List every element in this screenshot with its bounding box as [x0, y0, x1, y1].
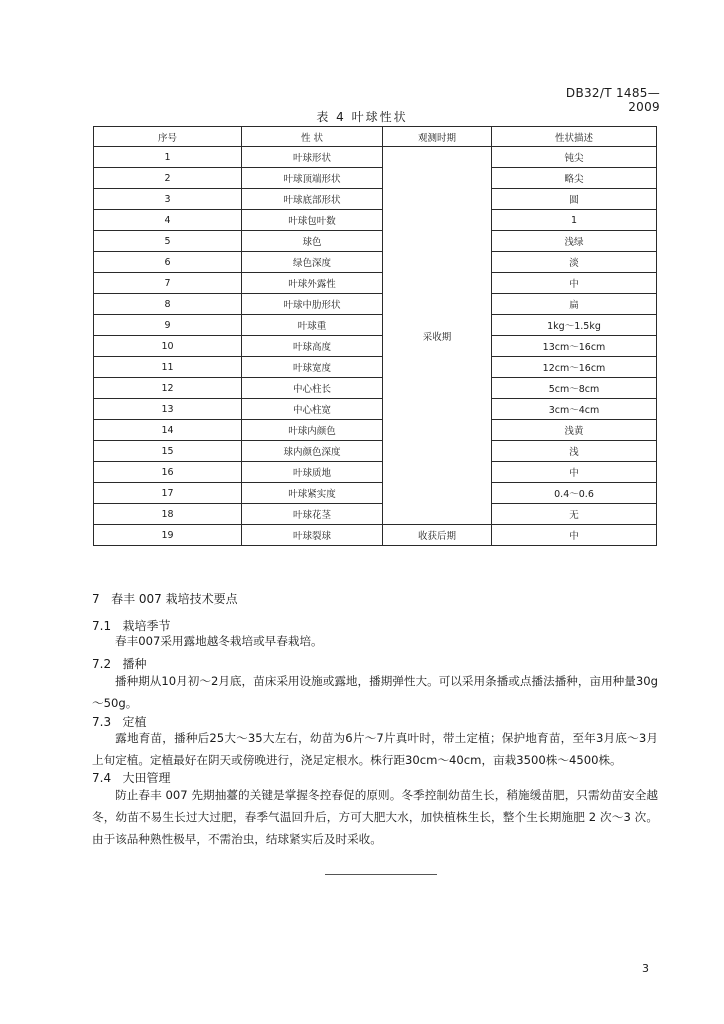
- trait-name: 叶球花茎: [242, 504, 383, 525]
- section-7-heading: [92, 590, 238, 607]
- row-number: 3: [94, 189, 242, 210]
- table-row: [94, 420, 657, 441]
- trait-description: 浅: [492, 441, 657, 462]
- trait-description: 13cm～16cm: [492, 336, 657, 357]
- section-number: 7.4: [92, 771, 112, 785]
- column-header-no: 序号: [94, 127, 242, 147]
- row-number: 16: [94, 462, 242, 483]
- table-row: [94, 252, 657, 273]
- table-row: [94, 525, 657, 546]
- table-row: [94, 294, 657, 315]
- trait-name: 叶球底部形状: [242, 189, 383, 210]
- trait-name: 叶球宽度: [242, 357, 383, 378]
- trait-name: 叶球内颜色: [242, 420, 383, 441]
- observation-period: 收获后期: [383, 525, 492, 546]
- trait-name: 叶球质地: [242, 462, 383, 483]
- trait-name: 中心柱长: [242, 378, 383, 399]
- row-number: 5: [94, 231, 242, 252]
- trait-name: 叶球高度: [242, 336, 383, 357]
- table-row: [94, 504, 657, 525]
- row-number: 7: [94, 273, 242, 294]
- trait-name: 球色: [242, 231, 383, 252]
- trait-description: 3cm～4cm: [492, 399, 657, 420]
- trait-description: 扁: [492, 294, 657, 315]
- trait-description: 浅黄: [492, 420, 657, 441]
- trait-description: 中: [492, 525, 657, 546]
- column-header-description: 性状描述: [492, 127, 657, 147]
- trait-name: 叶球包叶数: [242, 210, 383, 231]
- row-number: 12: [94, 378, 242, 399]
- section-title: 大田管理: [122, 771, 171, 785]
- page-number: 3: [642, 962, 649, 975]
- trait-name: 绿色深度: [242, 252, 383, 273]
- table-title: 表 4 叶球性状: [316, 110, 408, 124]
- table-row: [94, 273, 657, 294]
- trait-description: 12cm～16cm: [492, 357, 657, 378]
- leaf-head-traits-table: [93, 126, 657, 546]
- row-number: 8: [94, 294, 242, 315]
- trait-description: 钝尖: [492, 147, 657, 168]
- table-row: [94, 462, 657, 483]
- row-number: 2: [94, 168, 242, 189]
- trait-description: 1: [492, 210, 657, 231]
- table-row: [94, 378, 657, 399]
- section-7-3-paragraph: [92, 727, 658, 771]
- table-row: [94, 168, 657, 189]
- table-row: [94, 315, 657, 336]
- row-number: 4: [94, 210, 242, 231]
- paragraph-text: 春丰007采用露地越冬栽培或早春栽培。: [115, 634, 323, 648]
- row-number: 19: [94, 525, 242, 546]
- table-row: [94, 483, 657, 504]
- row-number: 1: [94, 147, 242, 168]
- section-number: 7: [92, 592, 100, 606]
- trait-name: 叶球外露性: [242, 273, 383, 294]
- end-divider: [325, 874, 437, 875]
- trait-name: 中心柱宽: [242, 399, 383, 420]
- row-number: 11: [94, 357, 242, 378]
- table-row: [94, 189, 657, 210]
- section-number: 7.1: [92, 619, 112, 633]
- trait-name: 球内颜色深度: [242, 441, 383, 462]
- trait-description: 淡: [492, 252, 657, 273]
- row-number: 14: [94, 420, 242, 441]
- row-number: 18: [94, 504, 242, 525]
- table-row: [94, 210, 657, 231]
- trait-description: 0.4～0.6: [492, 483, 657, 504]
- trait-name: 叶球重: [242, 315, 383, 336]
- table-header-row: [94, 127, 657, 147]
- trait-name: 叶球裂球: [242, 525, 383, 546]
- table-row: [94, 336, 657, 357]
- section-title: 春丰 007 栽培技术要点: [111, 592, 238, 606]
- section-7-1-paragraph: [92, 630, 658, 652]
- trait-description: 无: [492, 504, 657, 525]
- section-number: 7.2: [92, 657, 112, 671]
- section-7-4-paragraph: [92, 784, 658, 850]
- table-row: [94, 357, 657, 378]
- row-number: 13: [94, 399, 242, 420]
- section-title: 播种: [122, 657, 147, 671]
- table-row: [94, 399, 657, 420]
- paragraph-text: 防止春丰 007 先期抽薹的关键是掌握冬控春促的原则。冬季控制幼苗生长，稍施缓苗肥，只需幼苗安全越冬，幼苗不易生长过大过肥，春季气温回升后，方可大肥大水，加快植株生长，整个生长期施肥 2 次～3 次。由于该品种熟性极早，不需治虫，结球紧实后及时采收。: [92, 788, 658, 846]
- trait-description: 1kg～1.5kg: [492, 315, 657, 336]
- row-number: 6: [94, 252, 242, 273]
- column-header-trait: 性 状: [242, 127, 383, 147]
- section-title: 栽培季节: [122, 619, 171, 633]
- row-number: 17: [94, 483, 242, 504]
- observation-period-merged: 采收期: [383, 147, 492, 525]
- trait-name: 叶球中肋形状: [242, 294, 383, 315]
- section-title: 定植: [122, 715, 147, 729]
- trait-description: 浅绿: [492, 231, 657, 252]
- standard-code: DB32/T 1485—2009: [565, 86, 660, 114]
- trait-description: 5cm～8cm: [492, 378, 657, 399]
- row-number: 15: [94, 441, 242, 462]
- trait-description: 略尖: [492, 168, 657, 189]
- table-row: [94, 441, 657, 462]
- column-header-period: 观测时期: [383, 127, 492, 147]
- trait-name: 叶球紧实度: [242, 483, 383, 504]
- section-number: 7.3: [92, 715, 112, 729]
- section-7-2-paragraph: [92, 670, 658, 714]
- row-number: 9: [94, 315, 242, 336]
- paragraph-text: 露地育苗，播种后25大～35大左右，幼苗为6片～7片真叶时，带土定植；保护地育苗，至年3月底～3月上旬定植。定植最好在阴天或傍晚进行，浇足定根水。株行距30cm～40cm，亩栽3500株～4500株。: [92, 731, 658, 767]
- paragraph-text: 播种期从10月初～2月底，苗床采用设施或露地，播期弹性大。可以采用条播或点播法播种，亩用种量30g～50g。: [92, 674, 658, 710]
- table-row: [94, 147, 657, 168]
- trait-description: 圆: [492, 189, 657, 210]
- row-number: 10: [94, 336, 242, 357]
- trait-description: 中: [492, 273, 657, 294]
- trait-name: 叶球顶端形状: [242, 168, 383, 189]
- table-row: [94, 231, 657, 252]
- trait-description: 中: [492, 462, 657, 483]
- trait-name: 叶球形状: [242, 147, 383, 168]
